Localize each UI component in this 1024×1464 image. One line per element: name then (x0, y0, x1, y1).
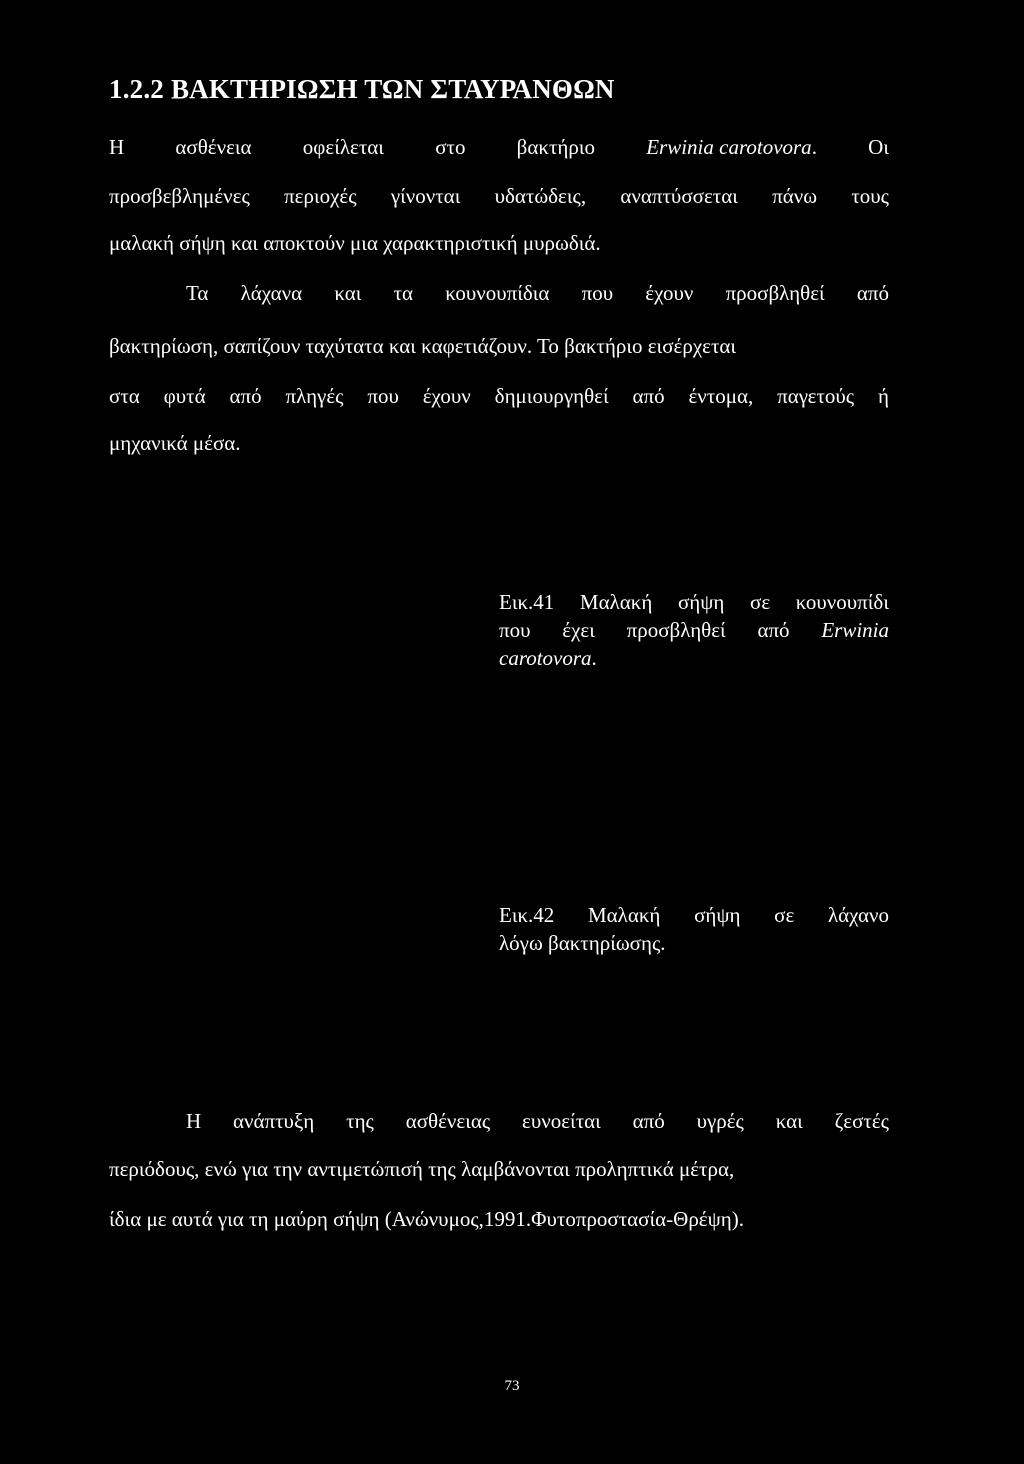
word: περιοχές (284, 184, 357, 208)
word: και (334, 281, 362, 305)
word: Οι (868, 135, 889, 159)
word: πάνω (772, 184, 818, 208)
word: προσβληθεί (725, 281, 825, 305)
paragraph3-line2: περιόδους, ενώ για την αντιμετώπισή της λαμβάνονται προληπτικά μέτρα, (109, 1157, 735, 1181)
word: της (346, 1109, 374, 1133)
word: αναπτύσσεται (620, 184, 738, 208)
word: λάχανα (240, 281, 303, 305)
word: βακτήριο (516, 135, 595, 159)
word: Η (109, 135, 125, 159)
paragraph2-line3 (109, 382, 889, 410)
paragraph2-line4: μηχανικά μέσα. (109, 431, 241, 455)
word: σε (750, 590, 771, 614)
word: υδατώδεις, (494, 184, 587, 208)
paragraph3-line1 (186, 1107, 889, 1135)
paragraph3-line3: ίδια με αυτά για τη μαύρη σήψη (Ανώνυμος,1991.Φυτοπροστασία-Θρέψη). (109, 1207, 744, 1231)
species-italic: Erwinia (821, 618, 889, 642)
word: Μαλακή (587, 903, 661, 927)
word: ή (878, 384, 889, 408)
species-italic: carotovora (499, 646, 592, 670)
word: γίνονται (390, 184, 461, 208)
paragraph2-line2: βακτηρίωση, σαπίζουν ταχύτατα και καφετιάζουν. Το βακτήριο εισέρχεται (109, 334, 737, 358)
page-number: 73 (504, 1378, 520, 1394)
word: που (499, 618, 531, 642)
word: Μαλακή (579, 590, 653, 614)
word: πληγές (285, 384, 344, 408)
word: ανάπτυξη (233, 1109, 315, 1133)
paragraph1-line2 (109, 182, 889, 210)
word: δημιουργηθεί (494, 384, 609, 408)
word: υγρές (696, 1109, 744, 1133)
word: που (581, 281, 614, 305)
word: Η (186, 1109, 202, 1133)
word: φυτά (163, 384, 206, 408)
word: ασθένεια (175, 135, 252, 159)
word: ευνοείται (522, 1109, 601, 1133)
paragraph1-line1 (109, 133, 889, 161)
word: από (757, 618, 790, 642)
word: Τα (186, 281, 209, 305)
word: τα (393, 281, 414, 305)
word: σε (774, 903, 795, 927)
figure-42-caption-line2: λόγω βακτηρίωσης. (499, 931, 666, 955)
word: έχουν (422, 384, 471, 408)
word: στο (435, 135, 466, 159)
word: σήψη (677, 590, 725, 614)
word: που (367, 384, 399, 408)
species-name (646, 133, 817, 161)
word: προσβεβλημένες (109, 184, 250, 208)
word: στα (109, 384, 140, 408)
word: προσβληθεί (626, 618, 726, 642)
word: Εικ.42 (499, 903, 555, 927)
word: κουνουπίδια (445, 281, 550, 305)
figure-41-caption-line3 (499, 644, 597, 672)
word: τους (851, 184, 889, 208)
figure-41-caption-line1 (499, 588, 889, 616)
figure-41-caption-line2 (499, 616, 889, 644)
word: έχουν (645, 281, 694, 305)
word: και (775, 1109, 803, 1133)
punctuation: . (591, 646, 597, 670)
paragraph2-line1 (186, 279, 889, 307)
word: από (632, 384, 665, 408)
word: έχει (562, 618, 595, 642)
punctuation: . (811, 135, 817, 159)
word: παγετούς (777, 384, 855, 408)
section-heading: 1.2.2 ΒΑΚΤΗΡΙΩΣΗ ΤΩΝ ΣΤΑΥΡΑΝΘΩΝ (109, 74, 615, 104)
word: ασθένειας (405, 1109, 491, 1133)
word: κουνουπίδι (795, 590, 889, 614)
word: Εικ.41 (499, 590, 555, 614)
word: έντομα, (688, 384, 754, 408)
word: από (856, 281, 889, 305)
word: λάχανο (827, 903, 889, 927)
word: ζεστές (834, 1109, 889, 1133)
figure-42-caption-line1 (499, 901, 889, 929)
word: σήψη (694, 903, 741, 927)
word: από (632, 1109, 665, 1133)
paragraph1-line3: μαλακή σήψη και αποκτούν μια χαρακτηριστική μυρωδιά. (109, 231, 601, 255)
word: από (229, 384, 262, 408)
word: οφείλεται (302, 135, 384, 159)
species-italic: Erwinia carotovora (646, 135, 812, 159)
